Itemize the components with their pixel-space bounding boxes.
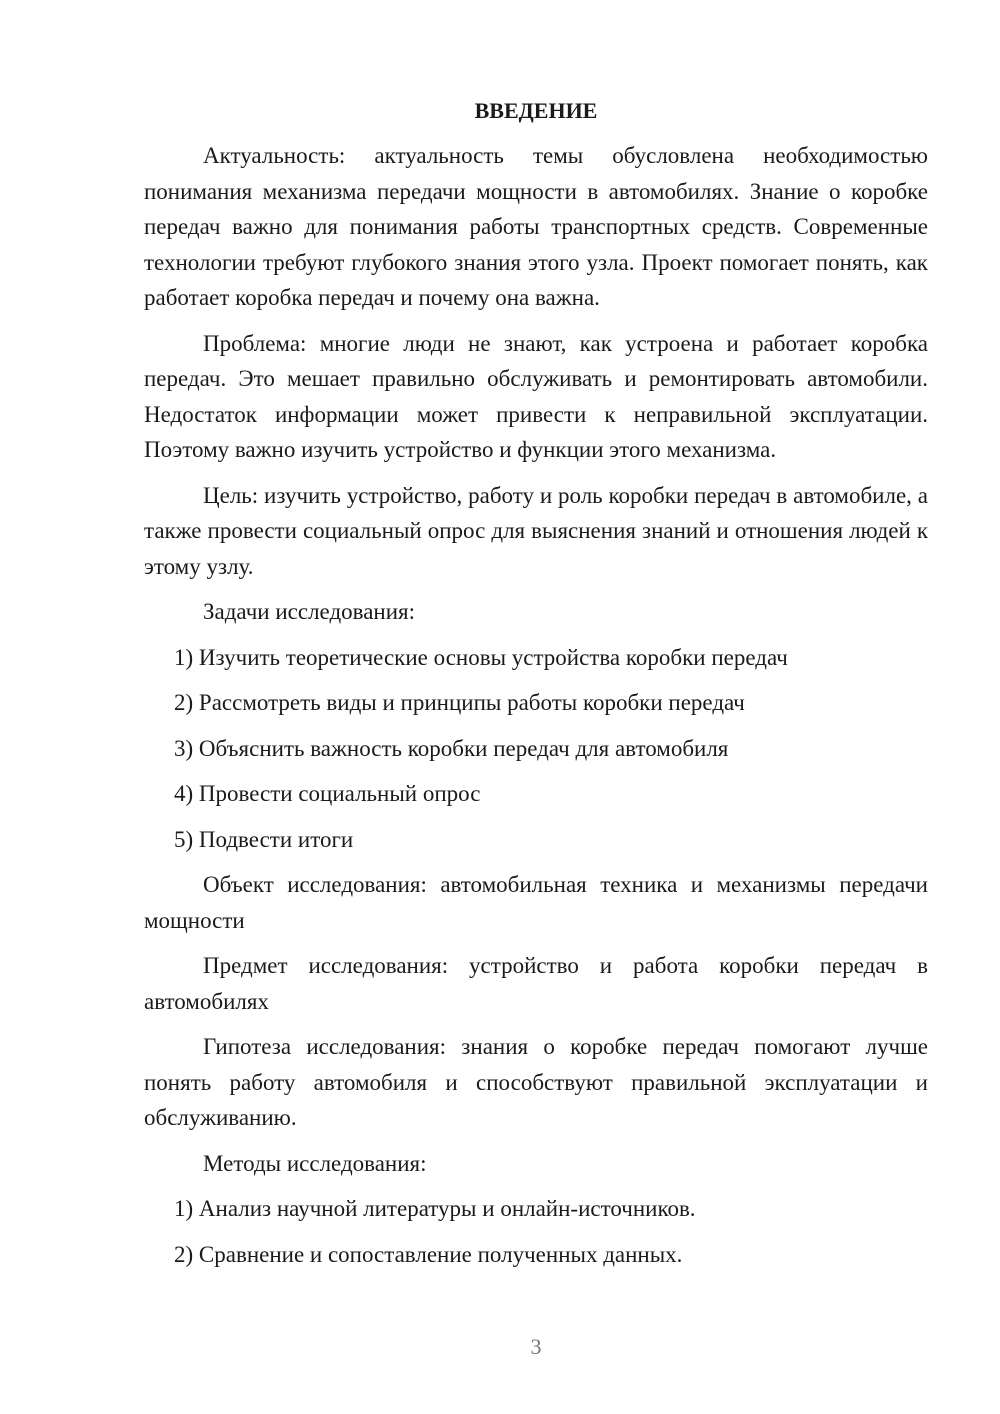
relevance-paragraph: Актуальность: актуальность темы обусловлена необходимостью понимания механизма передачи мощности в автомобилях. Знание о коробке передач важно для понимания работы транспортных средств. Современные технологии требуют глубокого знания этого узла. Проект помогает понять, как работает коробка передач и почему она важна.: [144, 143, 928, 310]
task-item: 4) Провести социальный опрос: [174, 781, 481, 806]
hypothesis-paragraph: Гипотеза исследования: знания о коробке передач помогают лучше понять работу автомобиля и способствуют правильной эксплуатации и обслуживанию.: [144, 1034, 928, 1130]
task-item: 1) Изучить теоретические основы устройства коробки передач: [174, 644, 788, 670]
goal-paragraph: Цель: изучить устройство, работу и роль коробки передач в автомобиле, а также провести социальный опрос для выяснения знаний и отношения людей к этому узлу.: [144, 482, 928, 579]
object-paragraph: Объект исследования: автомобильная техника и механизмы передачи мощности: [144, 872, 928, 933]
method-item: 2) Сравнение и сопоставление полученных данных.: [174, 1241, 683, 1267]
task-item: 2) Рассмотреть виды и принципы работы коробки передач: [174, 690, 745, 715]
task-item: 5) Подвести итоги: [174, 826, 354, 852]
method-item: 1) Анализ научной литературы и онлайн-источников.: [174, 1196, 696, 1221]
problem-paragraph: Проблема: многие люди не знают, как устроена и работает коробка передач. Это мешает правильно обслуживать и ремонтировать автомобили. Недостаток информации может привести к неправильной эксплуатации. Поэтому важно изучить устройство и функции этого механизма.: [144, 330, 928, 462]
tasks-heading: Задачи исследования:: [203, 599, 416, 624]
subject-paragraph: Предмет исследования: устройство и работа коробки передач в автомобилях: [144, 953, 928, 1014]
document-page: [144, 96, 928, 1282]
methods-heading: Методы исследования:: [203, 1150, 427, 1176]
page-title: ВВЕДЕНИЕ: [474, 98, 598, 123]
task-item: 3) Объяснить важность коробки передач для автомобиля: [174, 735, 729, 761]
page-number: 3: [530, 1334, 542, 1359]
